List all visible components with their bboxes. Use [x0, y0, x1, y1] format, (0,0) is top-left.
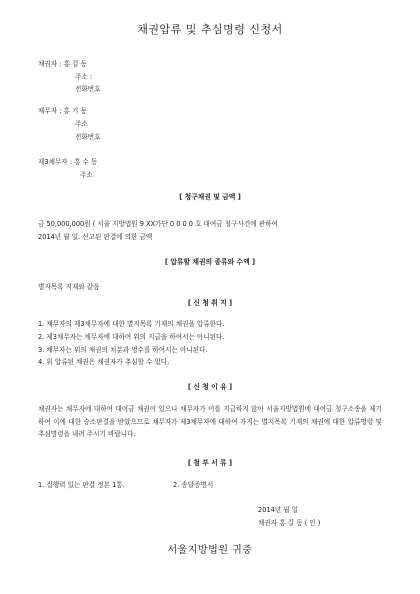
attachment-item-2: 2. 송달증명서: [173, 481, 214, 489]
signature-signer: 채권자 홍 길 동 ( 인 ): [258, 519, 321, 527]
court-addressee: 서울지방법원 귀중: [167, 545, 253, 556]
seized-text: 별지목록 지재와 같음: [38, 283, 100, 291]
claim-line-2: 2014년 월 일. 선고된 판결에 의한 금액: [38, 233, 153, 241]
purpose-heading: [ 신 청 취 지 ]: [187, 299, 233, 307]
creditor-address: 주소 :: [75, 73, 93, 81]
reason-paragraph: 채권자는 채무자에 대하여 대여금 채권이 있으나 채무자가 이를 지급하지 않아 서울지방법원에 대여금 청구소송을 제기하여 이에 대한 승소판결을 받았으므로 채무자가 제3채무자에 대하여 가지는 별지목록 기재의 채권에 대한 압류명령 및 추심명령을 내려 주시기 바랍니다.: [38, 405, 382, 439]
claim-heading: [ 청구채권 및 금액 ]: [179, 193, 241, 201]
purpose-item-3: 3. 채무자는 위의 채권의 처분과 영수를 하여서는 아니된다.: [38, 346, 208, 354]
purpose-item-4: 4. 위 압류된 채권은 채권자가 추심할 수 있다.: [38, 358, 170, 366]
purpose-item-2: 2. 제3채무자는 채무자에 대하여 위의 지급을 하여서는 아니된다.: [38, 333, 225, 341]
reason-heading: [ 신 청 이 유 ]: [187, 383, 233, 391]
third-debtor-address: 주소: [80, 171, 93, 179]
attachment-item-1: 1. 집행력 있는 판결 정본 1통.: [38, 481, 125, 489]
attachments-heading: [ 첨 부 서 류 ]: [187, 459, 233, 467]
third-debtor-name: 제3채무자 : 홍 수 동: [38, 158, 98, 166]
debtor-name: 채무자 : 홍 기 동: [38, 107, 87, 115]
creditor-phone: 전화번호: [75, 85, 101, 93]
signature-date: 2014년 월 일: [258, 506, 299, 514]
claim-line-1: 금 50,000,000원 ( 서울 지방법원 9 XX가단 0 0 0 0 호 대여금 청구사건에 관하여: [38, 220, 278, 228]
creditor-name: 채권자 : 홍 길 동: [38, 60, 87, 68]
debtor-address: 주소: [75, 120, 88, 128]
seized-heading: [ 압류할 채권의 종류와 수액 ]: [164, 258, 256, 266]
document-title: 채권압류 및 추심명령 신청서: [137, 23, 283, 36]
debtor-phone: 전화번호: [75, 133, 101, 141]
purpose-item-1: 1. 채무자의 제3채무자에 대한 별지목록 기재의 채권을 압류한다.: [38, 320, 225, 328]
